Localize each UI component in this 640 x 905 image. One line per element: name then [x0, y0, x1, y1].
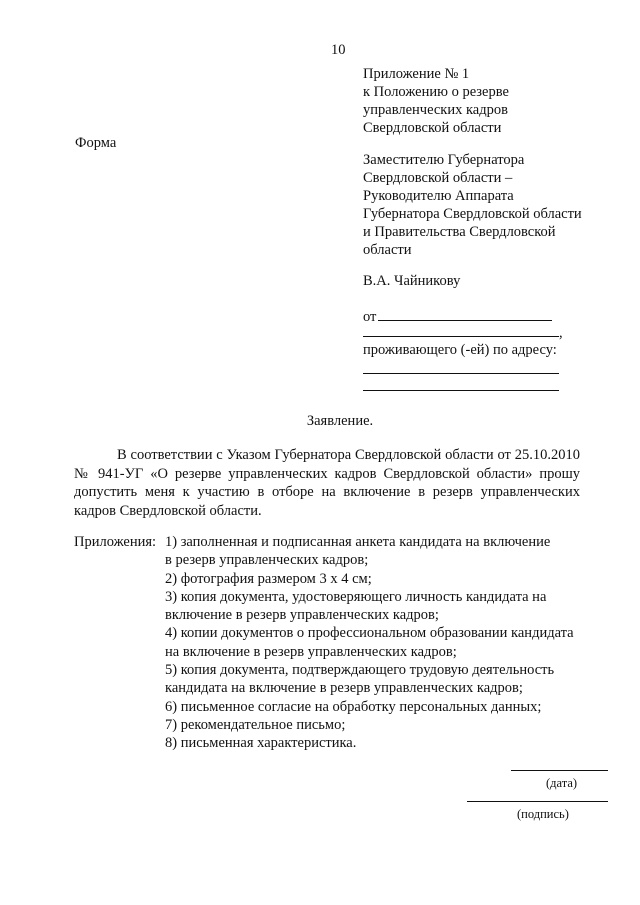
residing-label: проживающего (-ей) по адресу: — [363, 342, 557, 358]
list-item: 1) заполненная и подписанная анкета кандидата на включение — [165, 534, 551, 550]
list-item: в резерв управленческих кадров; — [165, 552, 369, 569]
addressee-block — [363, 151, 582, 259]
list-item: 5) копия документа, подтверждающего трудовую деятельность — [165, 662, 555, 679]
comma: , — [559, 325, 563, 341]
list-item: 4) копии документов о профессиональном образовании кандидата — [165, 625, 574, 642]
annex-line: управленческих кадров — [363, 102, 508, 118]
annex-block — [363, 65, 509, 137]
attachments-list — [165, 533, 574, 753]
annex-line: Приложение № 1 — [363, 66, 470, 82]
addressee-line: и Правительства Свердловской — [363, 224, 556, 240]
signature-blank-line[interactable] — [467, 801, 608, 802]
list-item: 6) письменное согласие на обработку персональных данных; — [165, 698, 542, 715]
body-paragraph: В соответствии с Указом Губернатора Свердловской области от 25.10.2010 № 941-УГ «О резерве управленческих кадров Свердловской области» прошу допустить меня к участию в отборе на включение в резерв управленческих кадров Свердловской области. — [74, 447, 580, 519]
address-blank-line[interactable] — [363, 373, 559, 374]
address-blank-line[interactable] — [363, 390, 559, 391]
list-item: 7) рекомендательное письмо; — [165, 716, 346, 733]
form-label: Форма — [75, 135, 117, 151]
addressee-line: Заместителю Губернатора — [363, 152, 525, 168]
addressee-line: Руководителю Аппарата — [363, 188, 514, 204]
page-number: 10 — [331, 42, 346, 58]
date-caption: (дата) — [546, 776, 578, 790]
from-name-blank[interactable] — [378, 307, 552, 321]
from-continuation-blank[interactable] — [363, 323, 559, 337]
list-item: кандидата на включение в резерв управленческих кадров; — [165, 680, 523, 697]
document-title: Заявление. — [306, 413, 374, 429]
signature-caption: (подпись) — [517, 807, 569, 821]
addressee-name: В.А. Чайникову — [363, 273, 461, 289]
attachments-label: Приложения: — [74, 534, 157, 550]
list-item: 3) копия документа, удостоверяющего личность кандидата на — [165, 588, 547, 605]
addressee-line: области — [363, 242, 412, 258]
list-item: 8) письменная характеристика. — [165, 735, 357, 752]
annex-line: к Положению о резерве — [363, 84, 509, 100]
addressee-line: Свердловской области – — [363, 170, 513, 186]
addressee-line: Губернатора Свердловской области — [363, 206, 582, 222]
from-label: от — [363, 309, 377, 325]
date-blank-line[interactable] — [511, 770, 608, 771]
list-item: включение в резерв управленческих кадров; — [165, 607, 439, 624]
annex-line: Свердловской области — [363, 120, 502, 136]
from-continuation-field[interactable] — [363, 323, 563, 342]
list-item: 2) фотография размером 3 х 4 см; — [165, 570, 372, 587]
list-item: на включение в резерв управленческих кадров; — [165, 643, 457, 660]
